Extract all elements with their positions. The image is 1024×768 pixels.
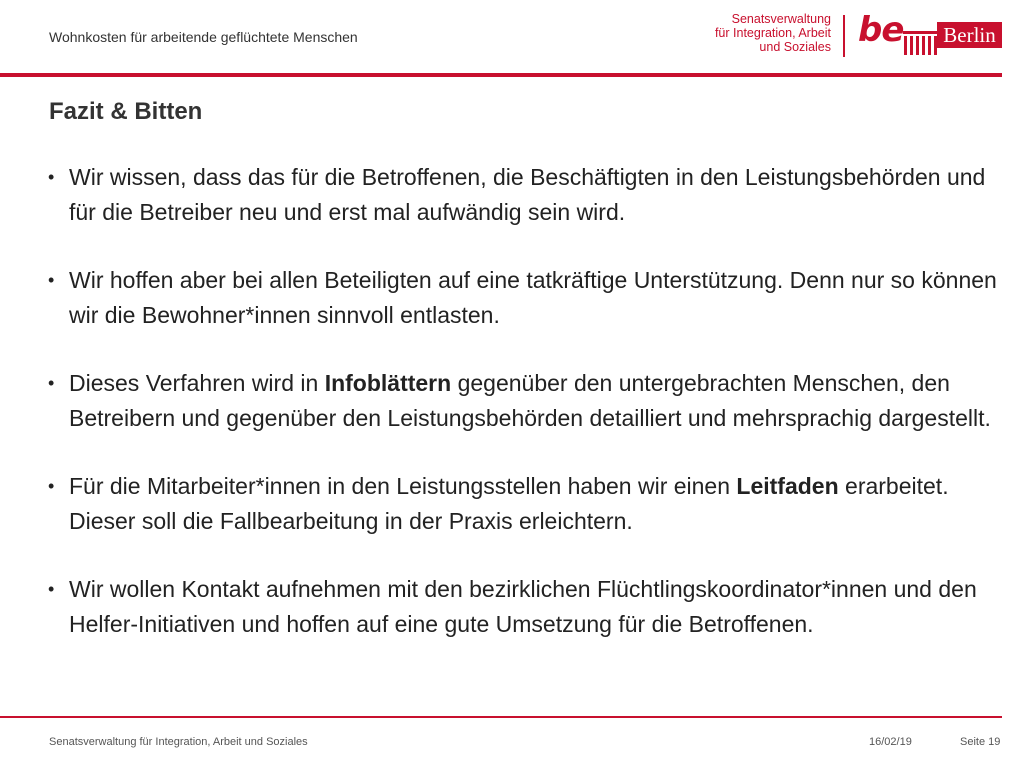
list-item <box>48 572 1000 641</box>
header-title: Wohnkosten für arbeitende geflüchtete Menschen <box>49 29 358 45</box>
bullet-text-bold: Infoblättern <box>324 370 452 396</box>
bullet-text: Wir wissen, dass das für die Betroffenen, die Beschäftigten in den Leistungsbehörden und für die Betreiber neu und erst mal aufwändig sein wird. <box>69 164 986 225</box>
bullet-text: Wir hoffen aber bei allen Beteiligten auf eine tatkräftige Unterstützung. Denn nur so können wir die Bewohner*innen sinnvoll entlasten. <box>69 267 997 328</box>
bullet-text-post: gegenüber den untergebrachten Menschen, den Betreibern und gegenüber den Leistungsbehörden detailliert und mehrsprachig dargestellt. <box>69 370 991 431</box>
brandenburg-gate-icon <box>903 31 937 55</box>
list-item <box>48 469 1000 538</box>
bullet-text: Wir wollen Kontakt aufnehmen mit den bezirklichen Flüchtlingskoordinator*innen und den Helfer-Initiativen und hoffen auf eine gute Umsetzung für die Betroffenen. <box>69 576 977 637</box>
logo-be: be <box>858 10 904 50</box>
bullet-icon: • <box>48 579 55 599</box>
bullet-text-post: erarbeitet. Dieser soll die Fallbearbeitung in der Praxis erleichtern. <box>69 473 949 534</box>
list-item <box>48 160 1000 229</box>
logo-line-2: für Integration, Arbeit <box>714 26 831 40</box>
header-divider <box>0 73 1002 77</box>
logo-line-3: und Soziales <box>759 40 831 54</box>
footer-organization: Senatsverwaltung für Integration, Arbeit und Soziales <box>49 736 308 748</box>
bullet-icon: • <box>48 476 55 496</box>
bullet-icon: • <box>48 373 55 393</box>
bullet-text-bold: Leitfaden <box>736 473 839 499</box>
footer-page-number: Seite 19 <box>960 736 1001 748</box>
logo-line-1: Senatsverwaltung <box>731 12 831 26</box>
bullet-list <box>48 160 1000 641</box>
logo-department-text <box>715 12 831 54</box>
bullet-icon: • <box>48 167 55 187</box>
bullet-icon: • <box>48 270 55 290</box>
list-item <box>48 263 1000 332</box>
logo-berlin: Berlin <box>937 22 1002 48</box>
bullet-text-pre: Dieses Verfahren wird in <box>69 370 325 396</box>
slide-title: Fazit & Bitten <box>49 98 203 125</box>
logo-divider <box>843 15 845 57</box>
footer-divider <box>0 716 1002 718</box>
footer-date: 16/02/19 <box>869 736 912 748</box>
bullet-text-pre: Für die Mitarbeiter*innen in den Leistungsstellen haben wir einen <box>69 473 737 499</box>
list-item <box>48 366 1000 435</box>
